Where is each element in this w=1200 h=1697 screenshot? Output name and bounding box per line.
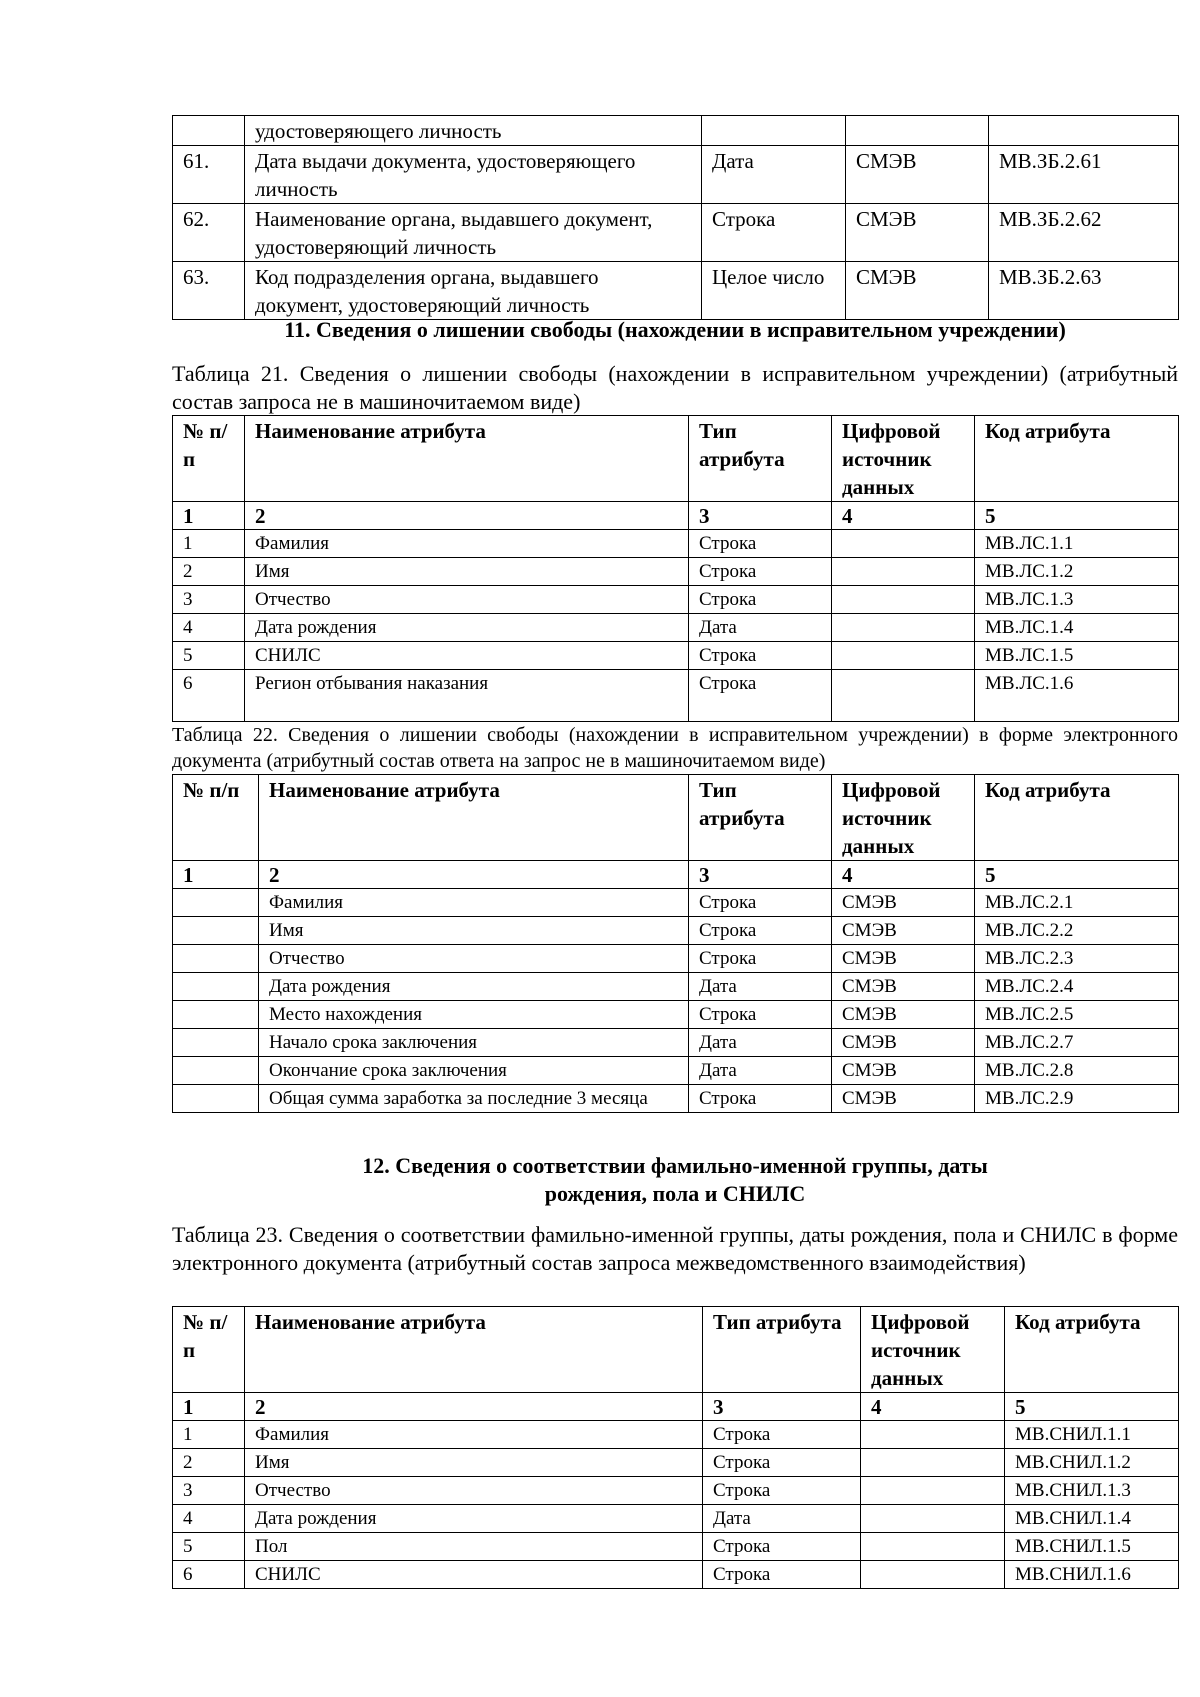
cell-number [173, 973, 259, 1001]
cell-attribute-type: Дата [689, 1057, 832, 1085]
table-22-body [173, 889, 1179, 1113]
cell-number: 5 [173, 642, 245, 670]
col-number: 2 [259, 861, 689, 889]
table-top-body [173, 116, 1179, 320]
table-row [173, 1001, 1179, 1029]
col-header-type: Тип атрибута [689, 775, 832, 861]
cell-number: 3 [173, 586, 245, 614]
table-row [173, 614, 1179, 642]
cell-attribute-name: Пол [245, 1533, 703, 1561]
cell-data-source [861, 1561, 1005, 1589]
cell-data-source [861, 1505, 1005, 1533]
cell-attribute-name: Отчество [259, 945, 689, 973]
cell-attribute-code: МВ.ЛС.2.2 [975, 917, 1179, 945]
cell-number [173, 1029, 259, 1057]
cell-attribute-type: Строка [689, 1085, 832, 1113]
cell-attribute-type: Строка [703, 1421, 861, 1449]
table-23-column-numbers [173, 1393, 1179, 1421]
cell-number: 2 [173, 1449, 245, 1477]
cell-data-source [832, 558, 975, 586]
cell-attribute-name: Регион отбывания наказания [245, 670, 689, 722]
cell-data-source: СМЭВ [832, 917, 975, 945]
cell-attribute-type: Дата [702, 146, 846, 204]
table-22-header-row [173, 775, 1179, 861]
table-22-column-numbers [173, 861, 1179, 889]
cell-attribute-code [989, 116, 1179, 146]
cell-attribute-code: МВ.ЛС.2.8 [975, 1057, 1179, 1085]
col-number: 4 [832, 502, 975, 530]
cell-attribute-type: Дата [689, 973, 832, 1001]
cell-data-source: СМЭВ [832, 973, 975, 1001]
cell-number: 2 [173, 558, 245, 586]
cell-attribute-code: МВ.ЛС.1.1 [975, 530, 1179, 558]
cell-attribute-name: Место нахождения [259, 1001, 689, 1029]
table-row [173, 889, 1179, 917]
cell-attribute-type: Строка [689, 917, 832, 945]
col-header-source: Цифровой источник данных [832, 775, 975, 861]
cell-attribute-code: МВ.СНИЛ.1.1 [1005, 1421, 1179, 1449]
cell-attribute-name: СНИЛС [245, 1561, 703, 1589]
cell-number: 61. [173, 146, 245, 204]
col-number: 5 [975, 861, 1179, 889]
cell-attribute-name: Код подразделения органа, выдавшего документ, удостоверяющий личность [245, 262, 702, 320]
cell-number: 63. [173, 262, 245, 320]
cell-data-source [861, 1533, 1005, 1561]
cell-attribute-type: Строка [702, 204, 846, 262]
cell-attribute-code: МВ.ЛС.1.5 [975, 642, 1179, 670]
cell-attribute-name: Начало срока заключения [259, 1029, 689, 1057]
cell-attribute-type: Строка [689, 945, 832, 973]
cell-attribute-code: МВ.СНИЛ.1.3 [1005, 1477, 1179, 1505]
cell-attribute-code: МВ.ЛС.1.6 [975, 670, 1179, 722]
cell-attribute-type: Строка [703, 1561, 861, 1589]
col-number: 1 [173, 1393, 245, 1421]
cell-data-source [832, 586, 975, 614]
cell-attribute-code: МВ.СНИЛ.1.6 [1005, 1561, 1179, 1589]
table-row [173, 917, 1179, 945]
col-header-type: Тип атрибута [703, 1307, 861, 1393]
cell-attribute-type: Строка [689, 889, 832, 917]
cell-attribute-type: Дата [703, 1505, 861, 1533]
table-row [173, 204, 1179, 262]
col-number: 1 [173, 502, 245, 530]
col-header-number: № п/п [173, 416, 245, 502]
cell-number: 4 [173, 1505, 245, 1533]
cell-attribute-name: Фамилия [259, 889, 689, 917]
col-header-source: Цифровой источник данных [861, 1307, 1005, 1393]
cell-number [173, 116, 245, 146]
cell-number [173, 1057, 259, 1085]
col-header-number: № п/п [173, 775, 259, 861]
col-number: 3 [689, 861, 832, 889]
col-number: 1 [173, 861, 259, 889]
cell-attribute-name: удостоверяющего личность [245, 116, 702, 146]
col-header-name: Наименование атрибута [245, 416, 689, 502]
table-row [173, 945, 1179, 973]
table-row [173, 586, 1179, 614]
table-row [173, 1085, 1179, 1113]
cell-attribute-code: МВ.ЛС.2.9 [975, 1085, 1179, 1113]
cell-data-source [861, 1477, 1005, 1505]
cell-number [173, 945, 259, 973]
cell-data-source: СМЭВ [832, 945, 975, 973]
cell-data-source [832, 614, 975, 642]
cell-attribute-type: Строка [703, 1533, 861, 1561]
cell-attribute-name: Имя [259, 917, 689, 945]
cell-attribute-type: Строка [689, 642, 832, 670]
cell-number [173, 889, 259, 917]
table-21-caption: Таблица 21. Сведения о лишении свободы (нахождении в исправительном учреждении) (атрибутный состав запроса не в машиночитаемом виде) [172, 361, 1178, 414]
cell-number: 5 [173, 1533, 245, 1561]
cell-data-source: СМЭВ [846, 146, 989, 204]
cell-attribute-code: МВ.ЛС.1.4 [975, 614, 1179, 642]
table-row [173, 1561, 1179, 1589]
table-23 [172, 1306, 1179, 1589]
section-11-heading: 11. Сведения о лишении свободы (нахождении в исправительном учреждении) [284, 317, 1066, 342]
table-row [173, 1533, 1179, 1561]
col-header-type: Тип атрибута [689, 416, 832, 502]
col-header-code: Код атрибута [1005, 1307, 1179, 1393]
table-row [173, 558, 1179, 586]
table-23-body [173, 1421, 1179, 1589]
cell-number [173, 1085, 259, 1113]
cell-attribute-name: Дата рождения [245, 1505, 703, 1533]
col-number: 2 [245, 1393, 703, 1421]
table-21-header-row [173, 416, 1179, 502]
cell-attribute-name: Дата рождения [259, 973, 689, 1001]
cell-data-source [832, 642, 975, 670]
cell-attribute-type: Строка [689, 530, 832, 558]
cell-attribute-name: Имя [245, 1449, 703, 1477]
col-header-source: Цифровой источник данных [832, 416, 975, 502]
cell-number: 3 [173, 1477, 245, 1505]
cell-number: 6 [173, 670, 245, 722]
cell-attribute-code: МВ.СНИЛ.1.2 [1005, 1449, 1179, 1477]
cell-attribute-name: Отчество [245, 586, 689, 614]
table-22-caption: Таблица 22. Сведения о лишении свободы (нахождении в исправительном учреждении) в форме электронного документа (атрибутный состав ответа на запрос не в машиночитаемом виде) [172, 724, 1178, 772]
table-row [173, 973, 1179, 1001]
cell-attribute-name: Фамилия [245, 1421, 703, 1449]
table-21-body [173, 530, 1179, 722]
cell-data-source: СМЭВ [832, 889, 975, 917]
cell-attribute-code: МВ.ЛС.2.4 [975, 973, 1179, 1001]
cell-attribute-type: Дата [689, 1029, 832, 1057]
cell-data-source [832, 530, 975, 558]
cell-attribute-code: МВ.ЛС.2.5 [975, 1001, 1179, 1029]
cell-data-source [861, 1421, 1005, 1449]
col-header-name: Наименование атрибута [245, 1307, 703, 1393]
cell-attribute-name: Имя [245, 558, 689, 586]
col-number: 3 [689, 502, 832, 530]
table-row [173, 1029, 1179, 1057]
cell-attribute-name: Общая сумма заработка за последние 3 месяца [259, 1085, 689, 1113]
col-number: 4 [832, 861, 975, 889]
cell-number: 6 [173, 1561, 245, 1589]
cell-data-source: СМЭВ [832, 1085, 975, 1113]
table-row [173, 642, 1179, 670]
cell-attribute-name: Дата выдачи документа, удостоверяющего личность [245, 146, 702, 204]
cell-attribute-code: МВ.ЛС.1.2 [975, 558, 1179, 586]
cell-number [173, 917, 259, 945]
cell-attribute-code: МВ.СНИЛ.1.4 [1005, 1505, 1179, 1533]
cell-attribute-code: МВ.ЛС.1.3 [975, 586, 1179, 614]
cell-number: 4 [173, 614, 245, 642]
cell-attribute-name: Окончание срока заключения [259, 1057, 689, 1085]
col-header-code: Код атрибута [975, 416, 1179, 502]
table-row [173, 1057, 1179, 1085]
table-23-caption: Таблица 23. Сведения о соответствии фамильно-именной группы, даты рождения, пола и СНИЛС в форме электронного документа (атрибутный состав запроса межведомственного взаимодействия) [172, 1222, 1178, 1275]
cell-attribute-name: Фамилия [245, 530, 689, 558]
table-21-column-numbers [173, 502, 1179, 530]
cell-attribute-name: Наименование органа, выдавшего документ, удостоверяющий личность [245, 204, 702, 262]
col-header-code: Код атрибута [975, 775, 1179, 861]
cell-data-source [861, 1449, 1005, 1477]
cell-attribute-name: Отчество [245, 1477, 703, 1505]
col-number: 5 [975, 502, 1179, 530]
cell-attribute-type: Строка [703, 1449, 861, 1477]
cell-attribute-code: МВ.ЛС.2.1 [975, 889, 1179, 917]
table-22 [172, 774, 1179, 1113]
cell-data-source: СМЭВ [832, 1029, 975, 1057]
table-row [173, 530, 1179, 558]
cell-attribute-code: МВ.ЗБ.2.61 [989, 146, 1179, 204]
col-number: 2 [245, 502, 689, 530]
cell-data-source: СМЭВ [832, 1057, 975, 1085]
col-header-name: Наименование атрибута [259, 775, 689, 861]
cell-attribute-code: МВ.ЗБ.2.63 [989, 262, 1179, 320]
cell-attribute-type: Дата [689, 614, 832, 642]
table-23-header-row [173, 1307, 1179, 1393]
cell-attribute-code: МВ.СНИЛ.1.5 [1005, 1533, 1179, 1561]
cell-attribute-name: Дата рождения [245, 614, 689, 642]
cell-attribute-code: МВ.ЛС.2.3 [975, 945, 1179, 973]
cell-data-source: СМЭВ [832, 1001, 975, 1029]
table-row [173, 116, 1179, 146]
cell-attribute-type: Строка [689, 586, 832, 614]
table-top-continuation [172, 115, 1179, 320]
cell-attribute-type: Строка [703, 1477, 861, 1505]
cell-data-source [846, 116, 989, 146]
table-row [173, 670, 1179, 722]
table-row [173, 1477, 1179, 1505]
cell-data-source: СМЭВ [846, 262, 989, 320]
table-21 [172, 415, 1179, 722]
col-number: 3 [703, 1393, 861, 1421]
cell-attribute-type: Строка [689, 558, 832, 586]
cell-attribute-type: Строка [689, 670, 832, 722]
table-row [173, 1505, 1179, 1533]
cell-attribute-name: СНИЛС [245, 642, 689, 670]
cell-data-source [832, 670, 975, 722]
cell-number: 1 [173, 1421, 245, 1449]
cell-attribute-code: МВ.ЗБ.2.62 [989, 204, 1179, 262]
table-row [173, 262, 1179, 320]
cell-number [173, 1001, 259, 1029]
col-number: 5 [1005, 1393, 1179, 1421]
cell-number: 1 [173, 530, 245, 558]
section-12-heading: 12. Сведения о соответствии фамильно-именной группы, даты рождения, пола и СНИЛС [362, 1153, 988, 1206]
table-row [173, 1421, 1179, 1449]
cell-attribute-code: МВ.ЛС.2.7 [975, 1029, 1179, 1057]
cell-attribute-type: Целое число [702, 262, 846, 320]
cell-number: 62. [173, 204, 245, 262]
table-row [173, 146, 1179, 204]
cell-attribute-type [702, 116, 846, 146]
table-row [173, 1449, 1179, 1477]
cell-attribute-type: Строка [689, 1001, 832, 1029]
cell-data-source: СМЭВ [846, 204, 989, 262]
col-number: 4 [861, 1393, 1005, 1421]
col-header-number: № п/п [173, 1307, 245, 1393]
